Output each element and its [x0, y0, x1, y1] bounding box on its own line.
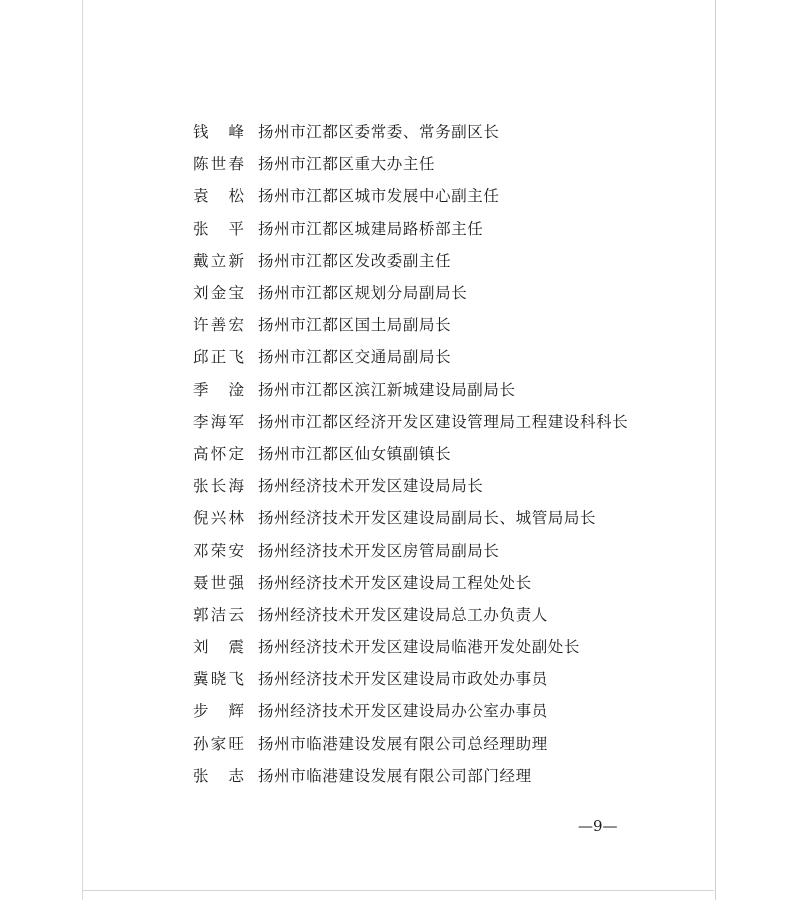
page-bottom-edge: [82, 890, 714, 891]
list-item: [193, 694, 713, 726]
list-item: [193, 179, 713, 211]
person-name: 许善宏: [193, 316, 244, 335]
person-title: 扬州经济技术开发区建设局办公室办事员: [258, 702, 548, 721]
person-title: 扬州经济技术开发区建设局工程处处长: [258, 573, 532, 592]
list-item: [193, 437, 713, 469]
list-item: [193, 469, 713, 501]
list-item: [193, 373, 713, 405]
person-title: 扬州市江都区城建局路桥部主任: [258, 219, 484, 238]
list-item: [193, 630, 713, 662]
person-name: 冀晓飞: [193, 670, 244, 689]
person-name: 钱 峰: [193, 123, 244, 142]
person-name: 刘金宝: [193, 284, 244, 303]
list-item: [193, 501, 713, 533]
person-name: 邱正飞: [193, 348, 244, 367]
page-number: —9—: [578, 817, 618, 835]
member-list: [193, 115, 713, 791]
person-title: 扬州市江都区发改委副主任: [258, 251, 452, 270]
person-title: 扬州经济技术开发区建设局市政处办事员: [258, 670, 548, 689]
person-name: 季 淦: [193, 380, 244, 399]
list-item: [193, 340, 713, 372]
person-title: 扬州市江都区委常委、常务副区长: [258, 123, 500, 142]
list-item: [193, 759, 713, 791]
list-item: [193, 727, 713, 759]
list-item: [193, 533, 713, 565]
person-name: 聂世强: [193, 573, 244, 592]
person-name: 郭洁云: [193, 605, 244, 624]
person-title: 扬州经济技术开发区建设局局长: [258, 477, 484, 496]
list-item: [193, 147, 713, 179]
person-name: 刘 震: [193, 638, 244, 657]
person-name: 张长海: [193, 477, 244, 496]
person-name: 张 平: [193, 219, 244, 238]
list-item: [193, 405, 713, 437]
person-title: 扬州经济技术开发区房管局副局长: [258, 541, 500, 560]
person-name: 李海军: [193, 412, 244, 431]
person-title: 扬州经济技术开发区建设局副局长、城管局局长: [258, 509, 597, 528]
list-item: [193, 212, 713, 244]
person-title: 扬州市江都区仙女镇副镇长: [258, 444, 452, 463]
list-item: [193, 115, 713, 147]
person-title: 扬州市江都区重大办主任: [258, 155, 436, 174]
person-name: 陈世春: [193, 155, 244, 174]
person-name: 邓荣安: [193, 541, 244, 560]
person-name: 倪兴林: [193, 509, 244, 528]
person-title: 扬州市江都区滨江新城建设局副局长: [258, 380, 516, 399]
person-title: 扬州市临港建设发展有限公司部门经理: [258, 766, 532, 785]
person-title: 扬州市江都区经济开发区建设管理局工程建设科科长: [258, 412, 629, 431]
person-name: 袁 松: [193, 187, 244, 206]
person-name: 孙家旺: [193, 734, 244, 753]
person-title: 扬州经济技术开发区建设局临港开发处副处长: [258, 638, 581, 657]
person-name: 张 志: [193, 766, 244, 785]
list-item: [193, 662, 713, 694]
person-title: 扬州市江都区城市发展中心副主任: [258, 187, 500, 206]
person-name: 步 辉: [193, 702, 244, 721]
person-title: 扬州市江都区国土局副局长: [258, 316, 452, 335]
person-title: 扬州经济技术开发区建设局总工办负责人: [258, 605, 548, 624]
list-item: [193, 244, 713, 276]
person-title: 扬州市江都区交通局副局长: [258, 348, 452, 367]
person-title: 扬州市江都区规划分局副局长: [258, 284, 468, 303]
list-item: [193, 598, 713, 630]
person-name: 高怀定: [193, 444, 244, 463]
person-title: 扬州市临港建设发展有限公司总经理助理: [258, 734, 548, 753]
list-item: [193, 566, 713, 598]
list-item: [193, 308, 713, 340]
list-item: [193, 276, 713, 308]
person-name: 戴立新: [193, 251, 244, 270]
